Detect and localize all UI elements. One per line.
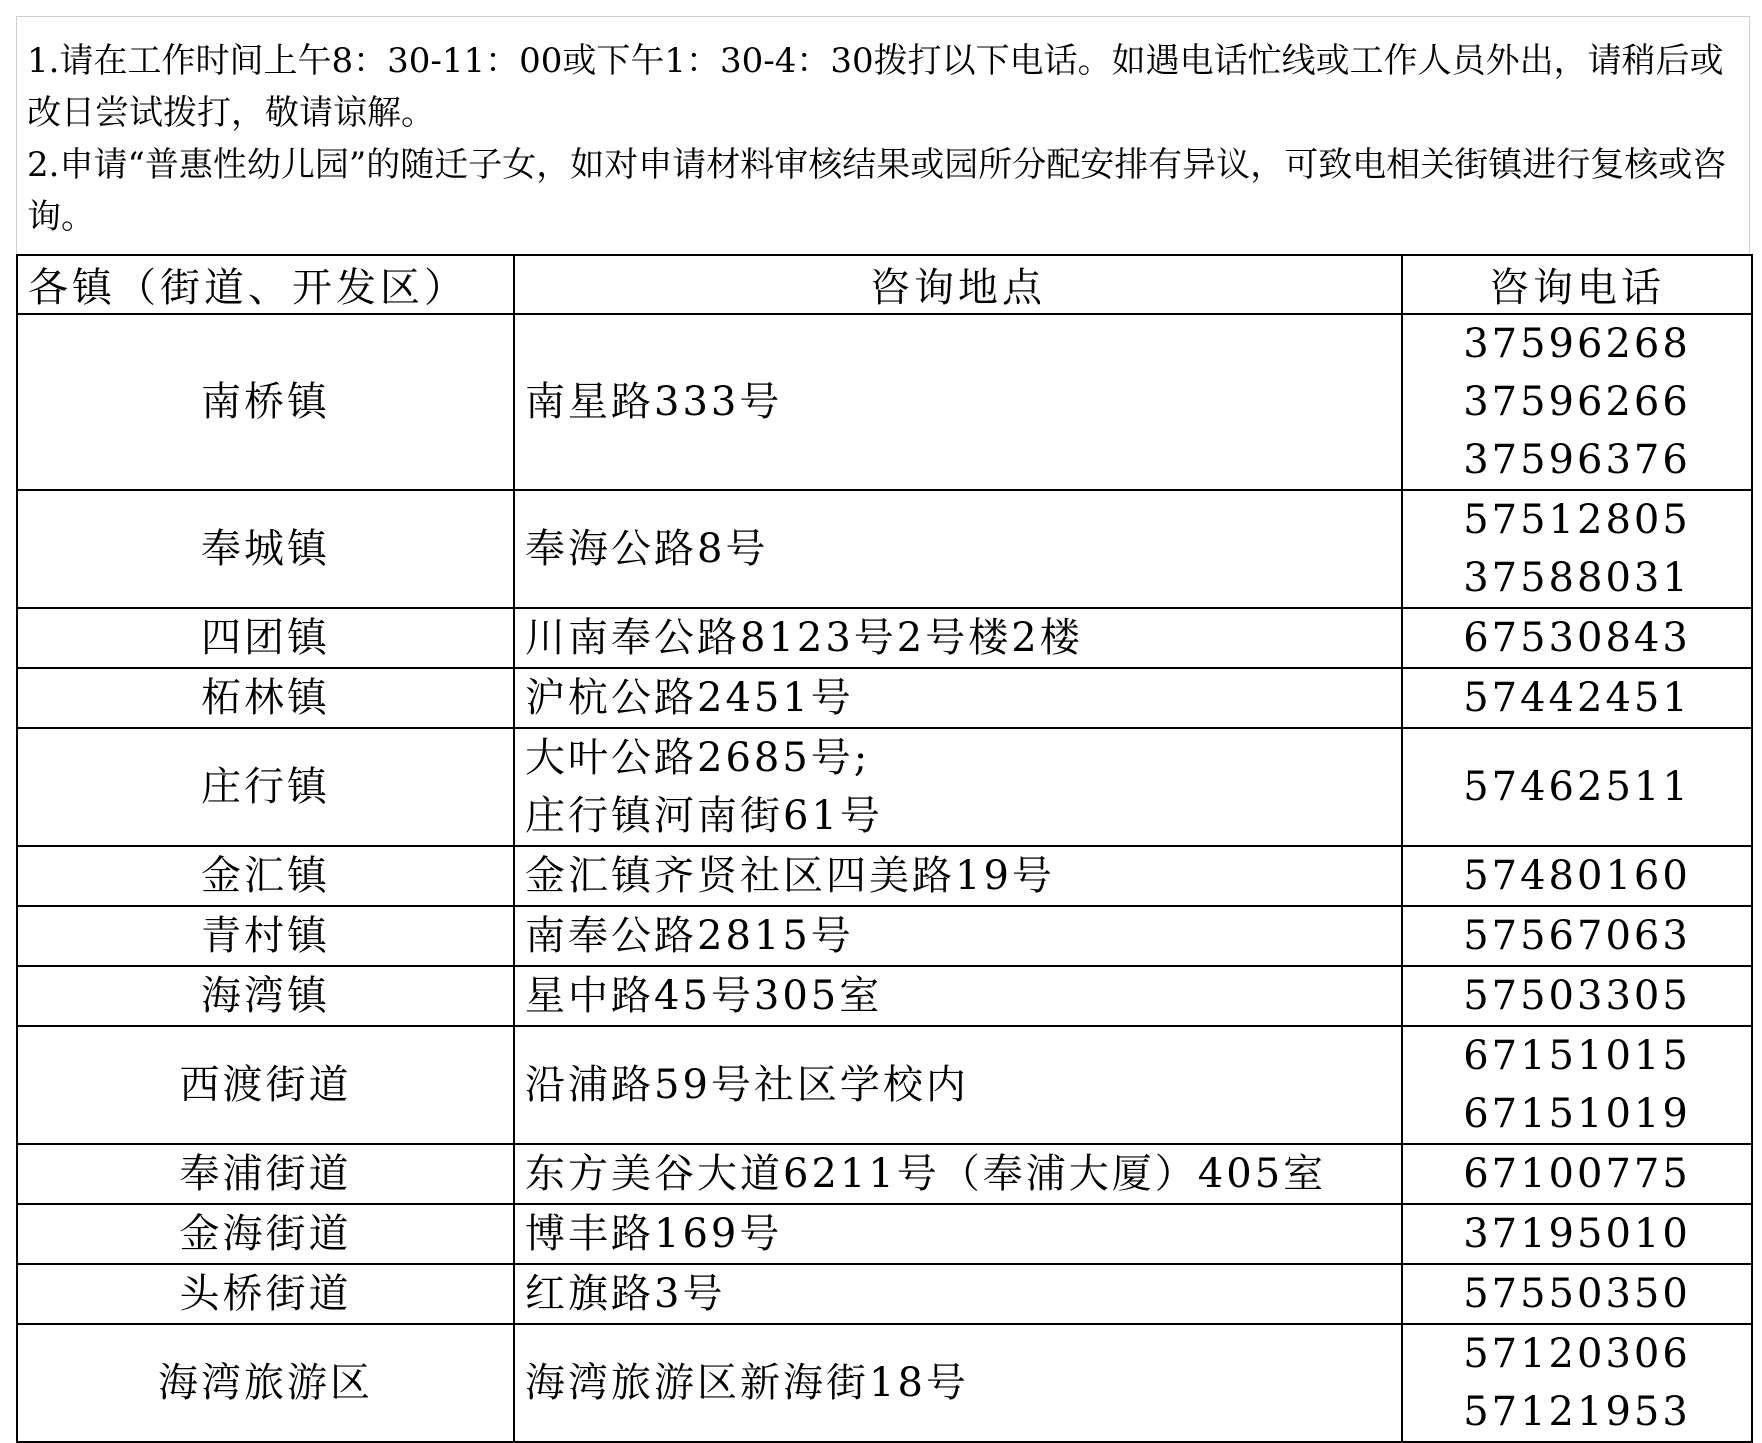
address-cell: [514, 1204, 1402, 1264]
town-cell: 海湾镇: [17, 966, 514, 1026]
phone-cell: [1402, 846, 1752, 906]
header-town: 各镇（街道、开发区）: [17, 255, 514, 314]
phone-number: 67530843: [1463, 615, 1691, 661]
address-line: 庄行镇河南街61号: [525, 793, 883, 839]
phone-number: 37596376: [1463, 437, 1691, 483]
address-line: 南星路333号: [525, 379, 783, 425]
header-phone: 咨询电话: [1402, 255, 1752, 314]
address-cell: [514, 608, 1402, 668]
consultation-table: [16, 254, 1753, 1443]
phone-number: 57480160: [1463, 853, 1691, 899]
town-cell: 西渡街道: [17, 1026, 514, 1144]
address-cell: [514, 906, 1402, 966]
phone-cell: [1402, 966, 1752, 1026]
town-cell: 奉浦街道: [17, 1144, 514, 1204]
town-cell: 海湾旅游区: [17, 1324, 514, 1442]
phone-cell: [1402, 1026, 1752, 1144]
phone-number: 57503305: [1463, 973, 1691, 1019]
table-row: [17, 1026, 1752, 1144]
address-line: 川南奉公路8123号2号楼2楼: [525, 615, 1083, 661]
table-row: [17, 1324, 1752, 1442]
phone-number: 37588031: [1463, 555, 1691, 601]
table-row: [17, 608, 1752, 668]
table-row: [17, 1264, 1752, 1324]
phone-cell: [1402, 314, 1752, 490]
phone-number: 67151015: [1463, 1033, 1691, 1079]
town-cell: 奉城镇: [17, 490, 514, 608]
table-row: [17, 1204, 1752, 1264]
address-cell: [514, 728, 1402, 846]
town-cell: 头桥街道: [17, 1264, 514, 1324]
address-cell: [514, 1026, 1402, 1144]
town-cell: 青村镇: [17, 906, 514, 966]
phone-number: 67100775: [1463, 1151, 1691, 1197]
address-line: 海湾旅游区新海街18号: [525, 1360, 969, 1406]
phone-number: 37596266: [1463, 379, 1691, 425]
phone-cell: [1402, 728, 1752, 846]
phone-number: 57462511: [1463, 764, 1691, 810]
phone-number: 57550350: [1463, 1271, 1691, 1317]
phone-number: 57567063: [1463, 913, 1691, 959]
table-row: [17, 490, 1752, 608]
address-cell: [514, 1324, 1402, 1442]
phone-cell: [1402, 490, 1752, 608]
table-header-row: [17, 255, 1752, 314]
phone-cell: [1402, 1144, 1752, 1204]
table-row: [17, 728, 1752, 846]
phone-cell: [1402, 668, 1752, 728]
table-row: [17, 966, 1752, 1026]
town-cell: 金海街道: [17, 1204, 514, 1264]
phone-number: 37596268: [1463, 321, 1691, 367]
town-cell: 庄行镇: [17, 728, 514, 846]
table-row: [17, 906, 1752, 966]
address-line: 南奉公路2815号: [525, 913, 854, 959]
address-line: 奉海公路8号: [525, 526, 769, 572]
note-2: 2.申请“普惠性幼儿园”的随迁子女，如对申请材料审核结果或园所分配安排有异议，可致电相关街镇进行复核或咨询。: [27, 145, 1727, 237]
address-line: 金汇镇齐贤社区四美路19号: [525, 853, 1055, 899]
town-cell: 柘林镇: [17, 668, 514, 728]
notes-box: [16, 16, 1750, 254]
address-line: 沿浦路59号社区学校内: [525, 1062, 969, 1108]
phone-cell: [1402, 1264, 1752, 1324]
phone-cell: [1402, 906, 1752, 966]
phone-cell: [1402, 1204, 1752, 1264]
address-line: 大叶公路2685号;: [525, 735, 871, 781]
phone-cell: [1402, 608, 1752, 668]
phone-number: 57120306: [1463, 1331, 1691, 1377]
address-line: 东方美谷大道6211号（奉浦大厦）405室: [525, 1151, 1327, 1197]
phone-number: 57121953: [1463, 1389, 1691, 1435]
address-line: 星中路45号305室: [525, 973, 883, 1019]
phone-number: 67151019: [1463, 1091, 1691, 1137]
town-cell: 四团镇: [17, 608, 514, 668]
address-cell: [514, 1144, 1402, 1204]
address-line: 红旗路3号: [525, 1271, 726, 1317]
phone-cell: [1402, 1324, 1752, 1442]
town-cell: 金汇镇: [17, 846, 514, 906]
address-cell: [514, 966, 1402, 1026]
address-cell: [514, 314, 1402, 490]
table-body: [17, 314, 1752, 1442]
table-row: [17, 668, 1752, 728]
phone-number: 57512805: [1463, 497, 1691, 543]
phone-number: 57442451: [1463, 675, 1691, 721]
address-line: 博丰路169号: [525, 1211, 783, 1257]
table-row: [17, 1144, 1752, 1204]
table-row: [17, 846, 1752, 906]
town-cell: 南桥镇: [17, 314, 514, 490]
header-address: 咨询地点: [514, 255, 1402, 314]
address-cell: [514, 668, 1402, 728]
address-cell: [514, 1264, 1402, 1324]
address-line: 沪杭公路2451号: [525, 675, 854, 721]
address-cell: [514, 846, 1402, 906]
phone-number: 37195010: [1463, 1211, 1691, 1257]
table-row: [17, 314, 1752, 490]
note-1: 1.请在工作时间上午8：30-11：00或下午1：30-4：30拨打以下电话。如遇电话忙线或工作人员外出，请稍后或改日尝试拨打，敬请谅解。: [27, 41, 1724, 133]
address-cell: [514, 490, 1402, 608]
